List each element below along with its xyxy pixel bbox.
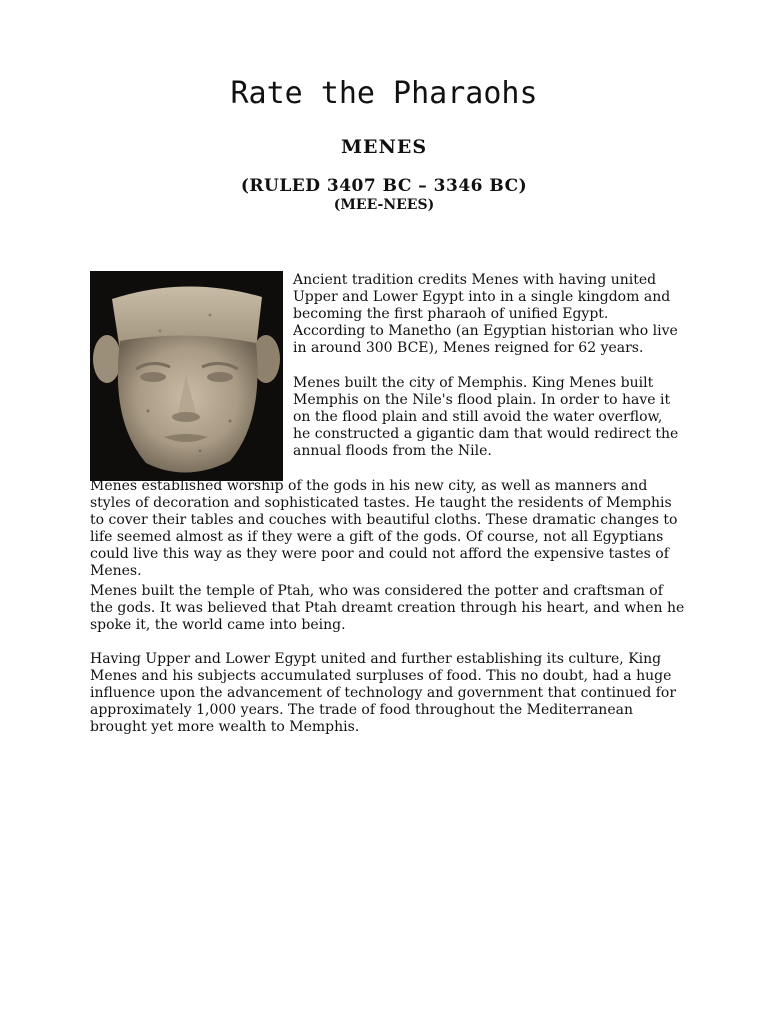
pronunciation: (MEE-NEES) <box>333 197 435 213</box>
paragraph-tradition: Ancient tradition credits Menes with having united Upper and Lower Egypt into in a single kingdom and becoming the first pharaoh of unified Egypt. According to Manetho (an Egyptian historian who live in around 300 BCE), Menes reigned for 62 years. <box>293 272 678 356</box>
paragraph-ptah: Menes built the temple of Ptah, who was considered the potter and craftsman of the gods. It was believed that Ptah dreamt creation through his heart, and when he spoke it, the world came into being. <box>90 583 685 633</box>
paragraph-culture: Having Upper and Lower Egypt united and further establishing its culture, King Menes and his subjects accumulated surpluses of food. This no doubt, had a huge influence upon the advancement of technology and government that continued for approximately 1,000 years. The trade of food throughout the Mediterranean brought yet more wealth to Memphis. <box>90 651 677 735</box>
page-title: Rate the Pharaohs <box>230 76 538 111</box>
sculpture-illustration <box>90 271 283 481</box>
pharaoh-name: MENES <box>340 136 428 158</box>
menes-sculpture-image <box>90 271 283 481</box>
paragraph-worship: Menes established worship of the gods in his new city, as well as manners and styles of decoration and sophisticated tastes. He taught the residents of Memphis to cover their tables and couches with beautiful cloths. These dramatic changes to life seemed almost as if they were a gift of the gods. Of course, not all Egyptians could live this way as they were poor and could not afford the expensive tastes of Menes. <box>90 478 678 579</box>
paragraph-memphis: Menes built the city of Memphis. King Menes built Memphis on the Nile's flood plain. In order to have it on the flood plain and still avoid the water overflow, he constructed a gigantic dam that would redirect the annual floods from the Nile. <box>293 375 679 459</box>
reign-dates: (RULED 3407 BC – 3346 BC) <box>240 176 528 196</box>
